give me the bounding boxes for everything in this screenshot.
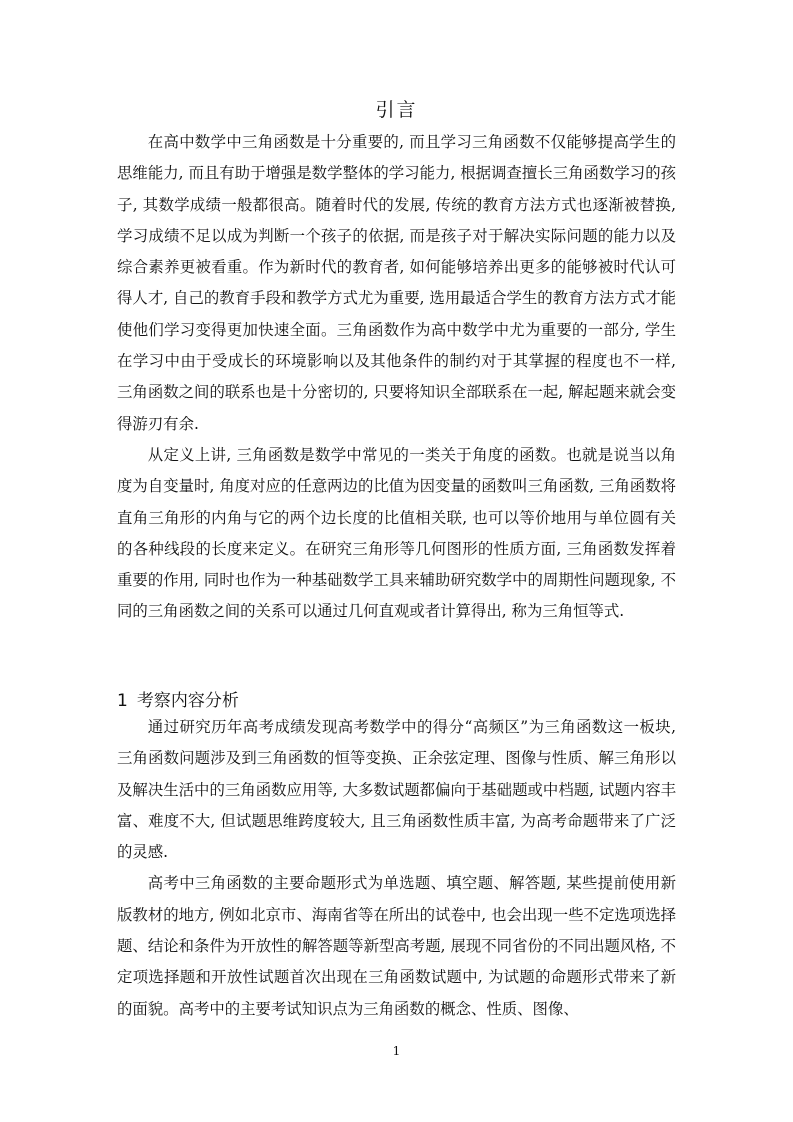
intro-paragraph-2: 从定义上讲, 三角函数是数学中常见的一类关于角度的函数。也就是说当以角度为自变量时, 角度对应的任意两边的比值为因变量的函数叫三角函数, 三角函数将直角三角形的内角与它的两个边长度的比值相关联, 也可以等价地用与单位圆有关的各种线段的长度来定义。在研究三角形等几何图形的性质方面, 三角函数发挥着重要的作用, 同时也作为一种基础数学工具来辅助研究数学中的周期性问题现象, 不同的三角函数之间的关系可以通过几何直观或者计算得出, 称为三角恒等式. <box>117 445 676 621</box>
page-title: 引言 <box>375 99 418 121</box>
section-1-paragraph-1: 通过研究历年高考成绩发现高考数学中的得分“高频区”为三角函数这一板块, 三角函数问题涉及到三角函数的恒等变换、正余弦定理、图像与性质、解三角形以及解决生活中的三角函数应用等, 大多数试题都偏向于基础题或中档题, 试题内容丰富、难度不大, 但试题思维跨度较大, 且三角函数性质丰富, 为高考命题带来了广泛的灵感. <box>117 718 676 862</box>
section-1-paragraph-2: 高考中三角函数的主要命题形式为单选题、填空题、解答题, 某些提前使用新版教材的地方, 例如北京市、海南省等在所出的试卷中, 也会出现一些不定选项选择题、结论和条件为开放性的解答题等新型高考题, 展现不同省份的不同出题风格, 不定项选择题和开放性试题首次出现在三角函数试题中, 为试题的命题形式带来了新的面貌。高考中的主要考试知识点为三角函数的概念、性质、图像、 <box>117 874 676 1018</box>
section-title: 考察内容分析 <box>136 691 239 711</box>
section-number: 1 <box>117 691 128 711</box>
intro-section <box>117 127 676 628</box>
section-heading <box>117 689 239 713</box>
page-number: 1 <box>392 1044 401 1058</box>
section-1-body <box>117 712 676 1025</box>
intro-paragraph-1: 在高中数学中三角函数是十分重要的, 而且学习三角函数不仅能够提高学生的思维能力, 而且有助于增强是数学整体的学习能力, 根据调查擅长三角函数学习的孩子, 其数学成绩一般都很高。随着时代的发展, 传统的教育方法方式也逐渐被替换, 学习成绩不足以成为判断一个孩子的依据, 而是孩子对于解决实际问题的能力以及综合素养更被看重。作为新时代的教育者, 如何能够培养出更多的能够被时代认可得人才, 自己的教育手段和教学方式尤为重要, 选用最适合学生的教育方法方式才能使他们学习变得更加快速全面。三角函数作为高中数学中尤为重要的一部分, 学生在学习中由于受成长的环境影响以及其他条件的制约对于其掌握的程度也不一样, 三角函数之间的联系也是十分密切的, 只要将知识全部联系在一起, 解起题来就会变得游刃有余. <box>117 133 676 433</box>
